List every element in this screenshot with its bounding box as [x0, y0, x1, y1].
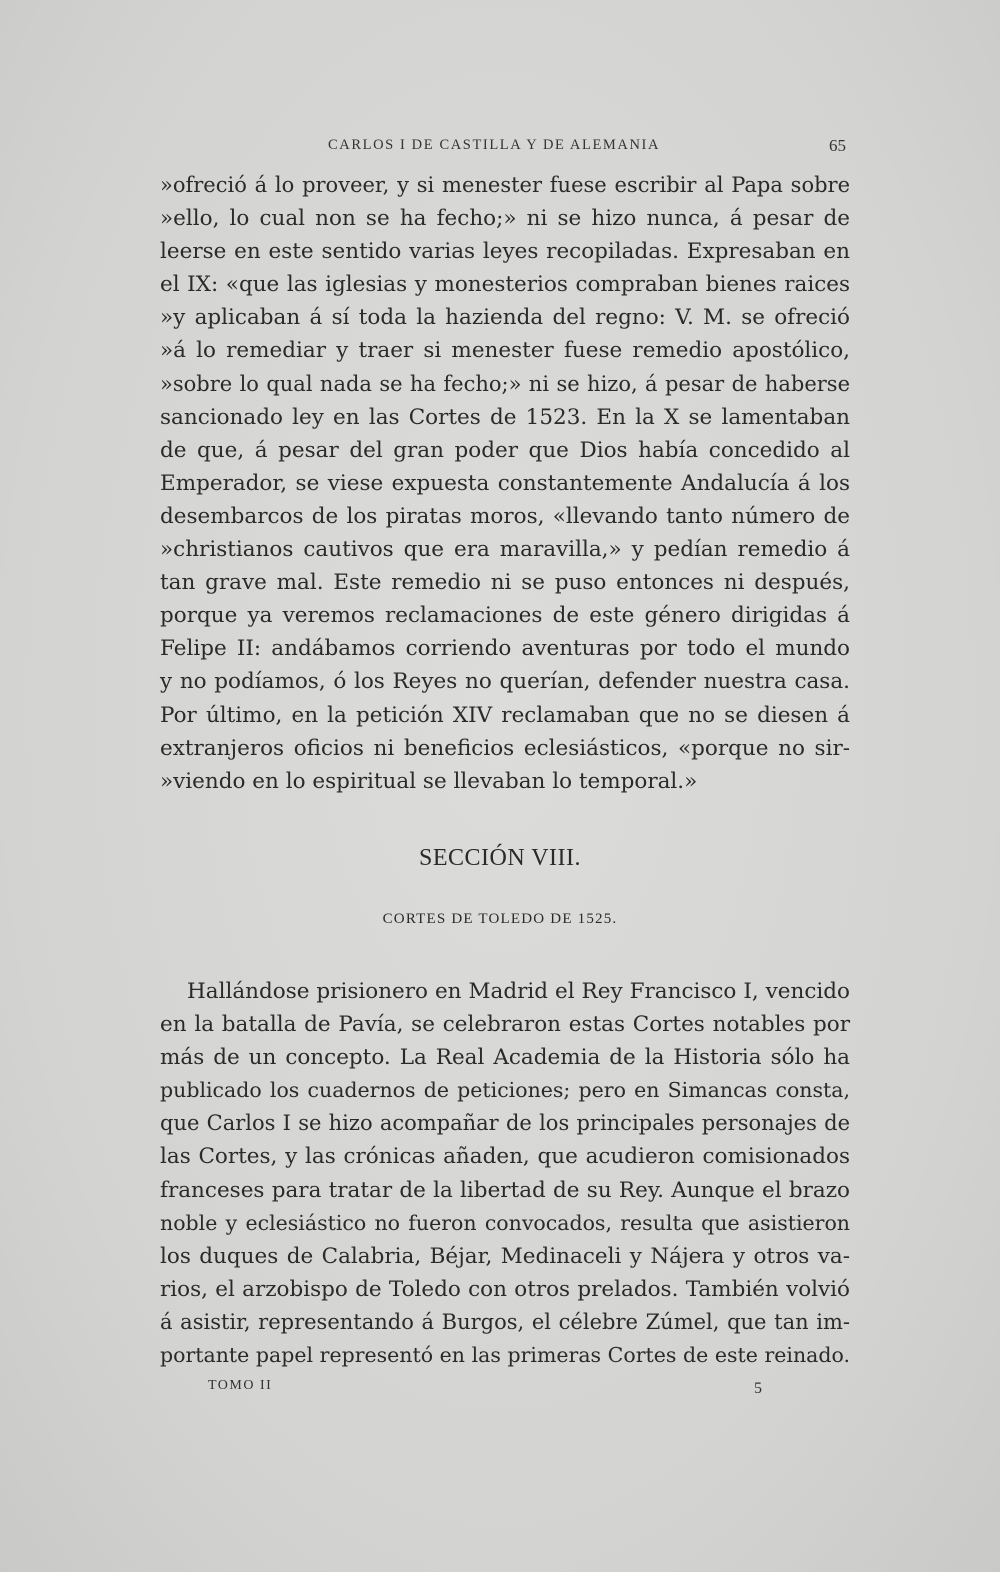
text-line: á asistir, representando á Burgos, el célebre Zúmel, que tan im-	[160, 1309, 850, 1334]
page-footer	[160, 1378, 850, 1402]
signature-mark: 5	[754, 1380, 762, 1397]
text-line: »sobre lo qual nada se ha fecho;» ni se hizo, á pesar de haberse	[160, 371, 850, 396]
text-line: noble y eclesiástico no fueron convocados, resulta que asistieron	[160, 1210, 850, 1235]
text-line: los duques de Calabria, Béjar, Medinaceli y Nájera y otros va-	[160, 1243, 850, 1269]
text-line: »á lo remediar y traer si menester fuese remedio apostólico,	[160, 338, 850, 364]
text-line: »viendo en lo espiritual se llevaban lo temporal.»	[160, 768, 698, 794]
running-title: CARLOS I DE CASTILLA Y DE ALEMANIA	[328, 137, 661, 153]
text-line: rios, el arzobispo de Toledo con otros prelados. También volvió	[160, 1276, 850, 1302]
text-line: »y aplicaban á sí toda la hazienda del regno: V. M. se ofreció	[160, 305, 850, 331]
text-line: de que, á pesar del gran poder que Dios había concedido al	[160, 437, 850, 463]
text-line: Felipe II: andábamos corriendo aventuras por todo el mundo	[160, 636, 850, 662]
text-line: desembarcos de los piratas moros, «llevando tanto número de	[160, 503, 850, 529]
section-heading: SECCIÓN VIII.	[418, 845, 582, 871]
text-line: »ello, lo cual non se ha fecho;» ni se hizo nunca, á pesar de	[160, 206, 850, 232]
text-line: tan grave mal. Este remedio ni se puso entonces ni después,	[160, 570, 850, 596]
text-line: »christianos cautivos que era maravilla,» y pedían remedio á	[160, 537, 850, 563]
text-line: leerse en este sentido varias leyes recopiladas. Expresaban en	[160, 239, 850, 265]
running-header	[160, 137, 850, 161]
body-text-bottom	[160, 975, 850, 1372]
text-line: portante papel representó en las primeras Cortes de este reinado.	[160, 1343, 850, 1368]
text-line: las Cortes, y las crónicas añaden, que acudieron comisionados	[160, 1144, 850, 1170]
text-line: franceses para tratar de la libertad de su Rey. Aunque el brazo	[160, 1177, 850, 1203]
text-line: publicado los cuadernos de peticiones; pero en Simancas consta,	[160, 1078, 850, 1103]
text-line: que Carlos I se hizo acompañar de los principales personajes de	[160, 1111, 850, 1136]
text-line: sancionado ley en las Cortes de 1523. En la X se lamentaban	[160, 404, 850, 430]
text-line: más de un concepto. La Real Academia de la Historia sólo ha	[160, 1045, 850, 1071]
text-line: Hallándose prisionero en Madrid el Rey Francisco I, vencido	[187, 979, 850, 1004]
volume-mark: TOMO II	[208, 1378, 273, 1393]
text-line: »ofreció á lo proveer, y si menester fuese escribir al Papa sobre	[160, 173, 850, 197]
page-number: 65	[829, 136, 846, 155]
section-subtitle: CORTES DE TOLEDO DE 1525.	[382, 911, 618, 927]
text-line: el IX: «que las iglesias y monesterios compraban bienes raices	[160, 272, 850, 298]
text-line: Emperador, se viese expuesta constantemente Andalucía á los	[160, 470, 850, 496]
text-line: en la batalla de Pavía, se celebraron estas Cortes notables por	[160, 1012, 850, 1038]
body-text-top	[160, 169, 850, 798]
text-line: porque ya veremos reclamaciones de este género dirigidas á	[160, 603, 850, 629]
text-line: Por último, en la petición XIV reclamaban que no se diesen á	[160, 702, 850, 728]
text-line: y no podíamos, ó los Reyes no querían, defender nuestra casa.	[160, 669, 850, 695]
text-line: extranjeros oficios ni beneficios eclesiásticos, «porque no sir-	[160, 735, 850, 761]
